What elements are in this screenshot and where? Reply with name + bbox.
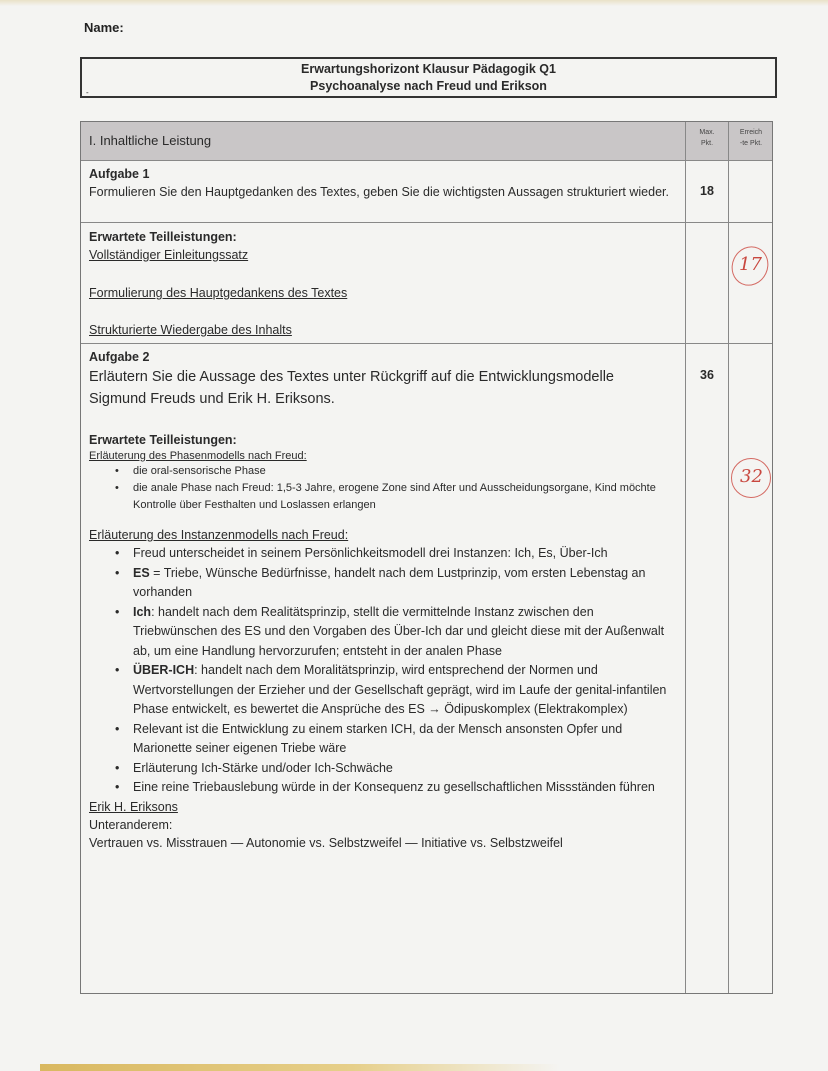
section-title: I. Inhaltliche Leistung	[89, 133, 212, 148]
aufgabe1-expected-item: Strukturierte Wiedergabe des Inhalts	[89, 323, 292, 337]
col-header-max-points	[686, 127, 728, 149]
paper-edge-top	[0, 0, 828, 6]
instanzen-item	[133, 544, 679, 564]
item-text: Erläuterung Ich-Stärke und/oder Ich-Schwäche	[133, 760, 393, 775]
instanzen-list	[89, 544, 679, 798]
aufgabe2-prompt: Erläutern Sie die Aussage des Textes unter Rückgriff auf die Entwicklungsmodelle Sigmund Freuds und Erik H. Eriksons.	[89, 369, 614, 407]
item-text: : handelt nach dem Realitätsprinzip, stellt die vermittelnde Instanz zwischen den Triebwünschen des ES und den Vorgaben des Über-Ich dar und gleicht diese mit der Außenwalt ab, um eine Handlung hervorzurufen; entsteht in der analen Phase	[133, 604, 665, 658]
item-text: = Triebe, Wünsche Bedürfnisse, handelt nach dem Lustprinzip, vom ersten Lebenstag an vorhanden	[133, 565, 646, 599]
column-divider-max	[685, 122, 686, 993]
title-box	[80, 57, 777, 98]
instanzen-item	[133, 661, 679, 720]
col-reached-line2: -te Pkt.	[739, 140, 763, 147]
erikson-intro: Unteranderem:	[89, 817, 173, 832]
aufgabe2-max-points: 36	[700, 368, 714, 382]
item-text: Freud unterscheidet in seinem Persönlichkeitsmodell drei Instanzen: Ich, Es, Über-Ich	[133, 546, 608, 560]
score-value: 17	[739, 254, 762, 275]
instanzen-item	[133, 759, 679, 779]
item-text: : handelt nach dem Moralitätsprinzip, wird entsprechend der Normen und Wertvorstellungen der Erzieher und der Gesellschaft geprägt, wird im Laufe der genital-infantilen Phase entwickelt, es bewertet die Ansprüche des ES → Ödipuskomplex (Elektrakomplex)	[133, 663, 667, 716]
instanzen-heading: Erläuterung des Instanzenmodells nach Freud:	[89, 528, 349, 542]
erikson-heading: Erik H. Eriksons	[89, 799, 178, 814]
erikson-stages: Vertrauen vs. Misstrauen — Autonomie vs. Selbstzweifel — Initiative vs. Selbstzweifel	[89, 835, 563, 850]
score-value: 32	[740, 466, 763, 487]
aufgabe1-prompt-cell	[89, 165, 679, 201]
phasen-heading: Erläuterung des Phasenmodells nach Freud:	[89, 450, 307, 462]
instanzen-item	[133, 603, 679, 662]
phasen-list	[89, 463, 679, 514]
aufgabe1-expected-item: Vollständiger Einleitungssatz	[89, 248, 249, 262]
instanzen-item	[133, 778, 679, 798]
title-line-1: Erwartungshorizont Klausur Pädagogik Q1	[301, 62, 556, 76]
aufgabe2-expected-cell	[89, 431, 679, 852]
row-divider	[81, 222, 772, 223]
col-reached-line1: Erreich	[739, 129, 763, 136]
row-divider	[81, 160, 772, 161]
paper-edge-bottom	[40, 1064, 560, 1071]
instanzen-item	[133, 720, 679, 759]
col-header-reached-points	[729, 127, 773, 149]
item-keyword: Ich	[133, 604, 152, 619]
item-keyword: ES	[133, 565, 150, 580]
aufgabe1-expected-heading: Erwartete Teilleistungen:	[89, 230, 237, 244]
col-max-line2: Pkt.	[700, 140, 714, 147]
aufgabe1-title: Aufgabe 1	[89, 167, 150, 181]
aufgabe1-expected-cell	[89, 228, 679, 339]
aufgabe2-expected-heading: Erwartete Teilleistungen:	[89, 433, 237, 447]
item-text: Relevant ist die Entwicklung zu einem starken ICH, da der Mensch ansonsten Opfer und Marionette seiner eigenen Triebe wäre	[133, 721, 623, 755]
name-label: Name:	[84, 20, 124, 35]
title-line-2: Psychoanalyse nach Freud und Erikson	[310, 79, 547, 93]
handwritten-score-aufgabe2	[733, 458, 773, 498]
col-max-line1: Max.	[699, 129, 715, 136]
column-divider-reached	[728, 122, 729, 993]
phasen-item: • die oral-sensorische Phase	[133, 463, 679, 480]
row-divider	[81, 343, 772, 344]
instanzen-item	[133, 564, 679, 603]
aufgabe1-prompt: Formulieren Sie den Hauptgedanken des Textes, geben Sie die wichtigsten Aussagen strukturiert wieder.	[89, 185, 669, 199]
grading-table	[80, 121, 773, 994]
table-header-row	[81, 122, 772, 160]
stray-mark: -	[86, 88, 89, 97]
item-keyword: ÜBER-ICH	[133, 663, 195, 677]
item-text: Eine reine Triebauslebung würde in der Konsequenz zu gesellschaftlichen Missständen führen	[133, 780, 655, 794]
aufgabe2-title: Aufgabe 2	[89, 350, 150, 364]
aufgabe1-max-points: 18	[700, 184, 714, 198]
phasen-item: • die anale Phase nach Freud: 1,5-3 Jahre, erogene Zone sind After und Ausscheidungsorgane, Kind möchte Kontrolle über Festhalten und Loslassen erlangen	[133, 480, 679, 514]
handwritten-score-aufgabe1	[734, 246, 770, 286]
aufgabe2-prompt-cell	[89, 348, 679, 410]
aufgabe1-expected-item: Formulierung des Hauptgedankens des Textes	[89, 286, 348, 300]
